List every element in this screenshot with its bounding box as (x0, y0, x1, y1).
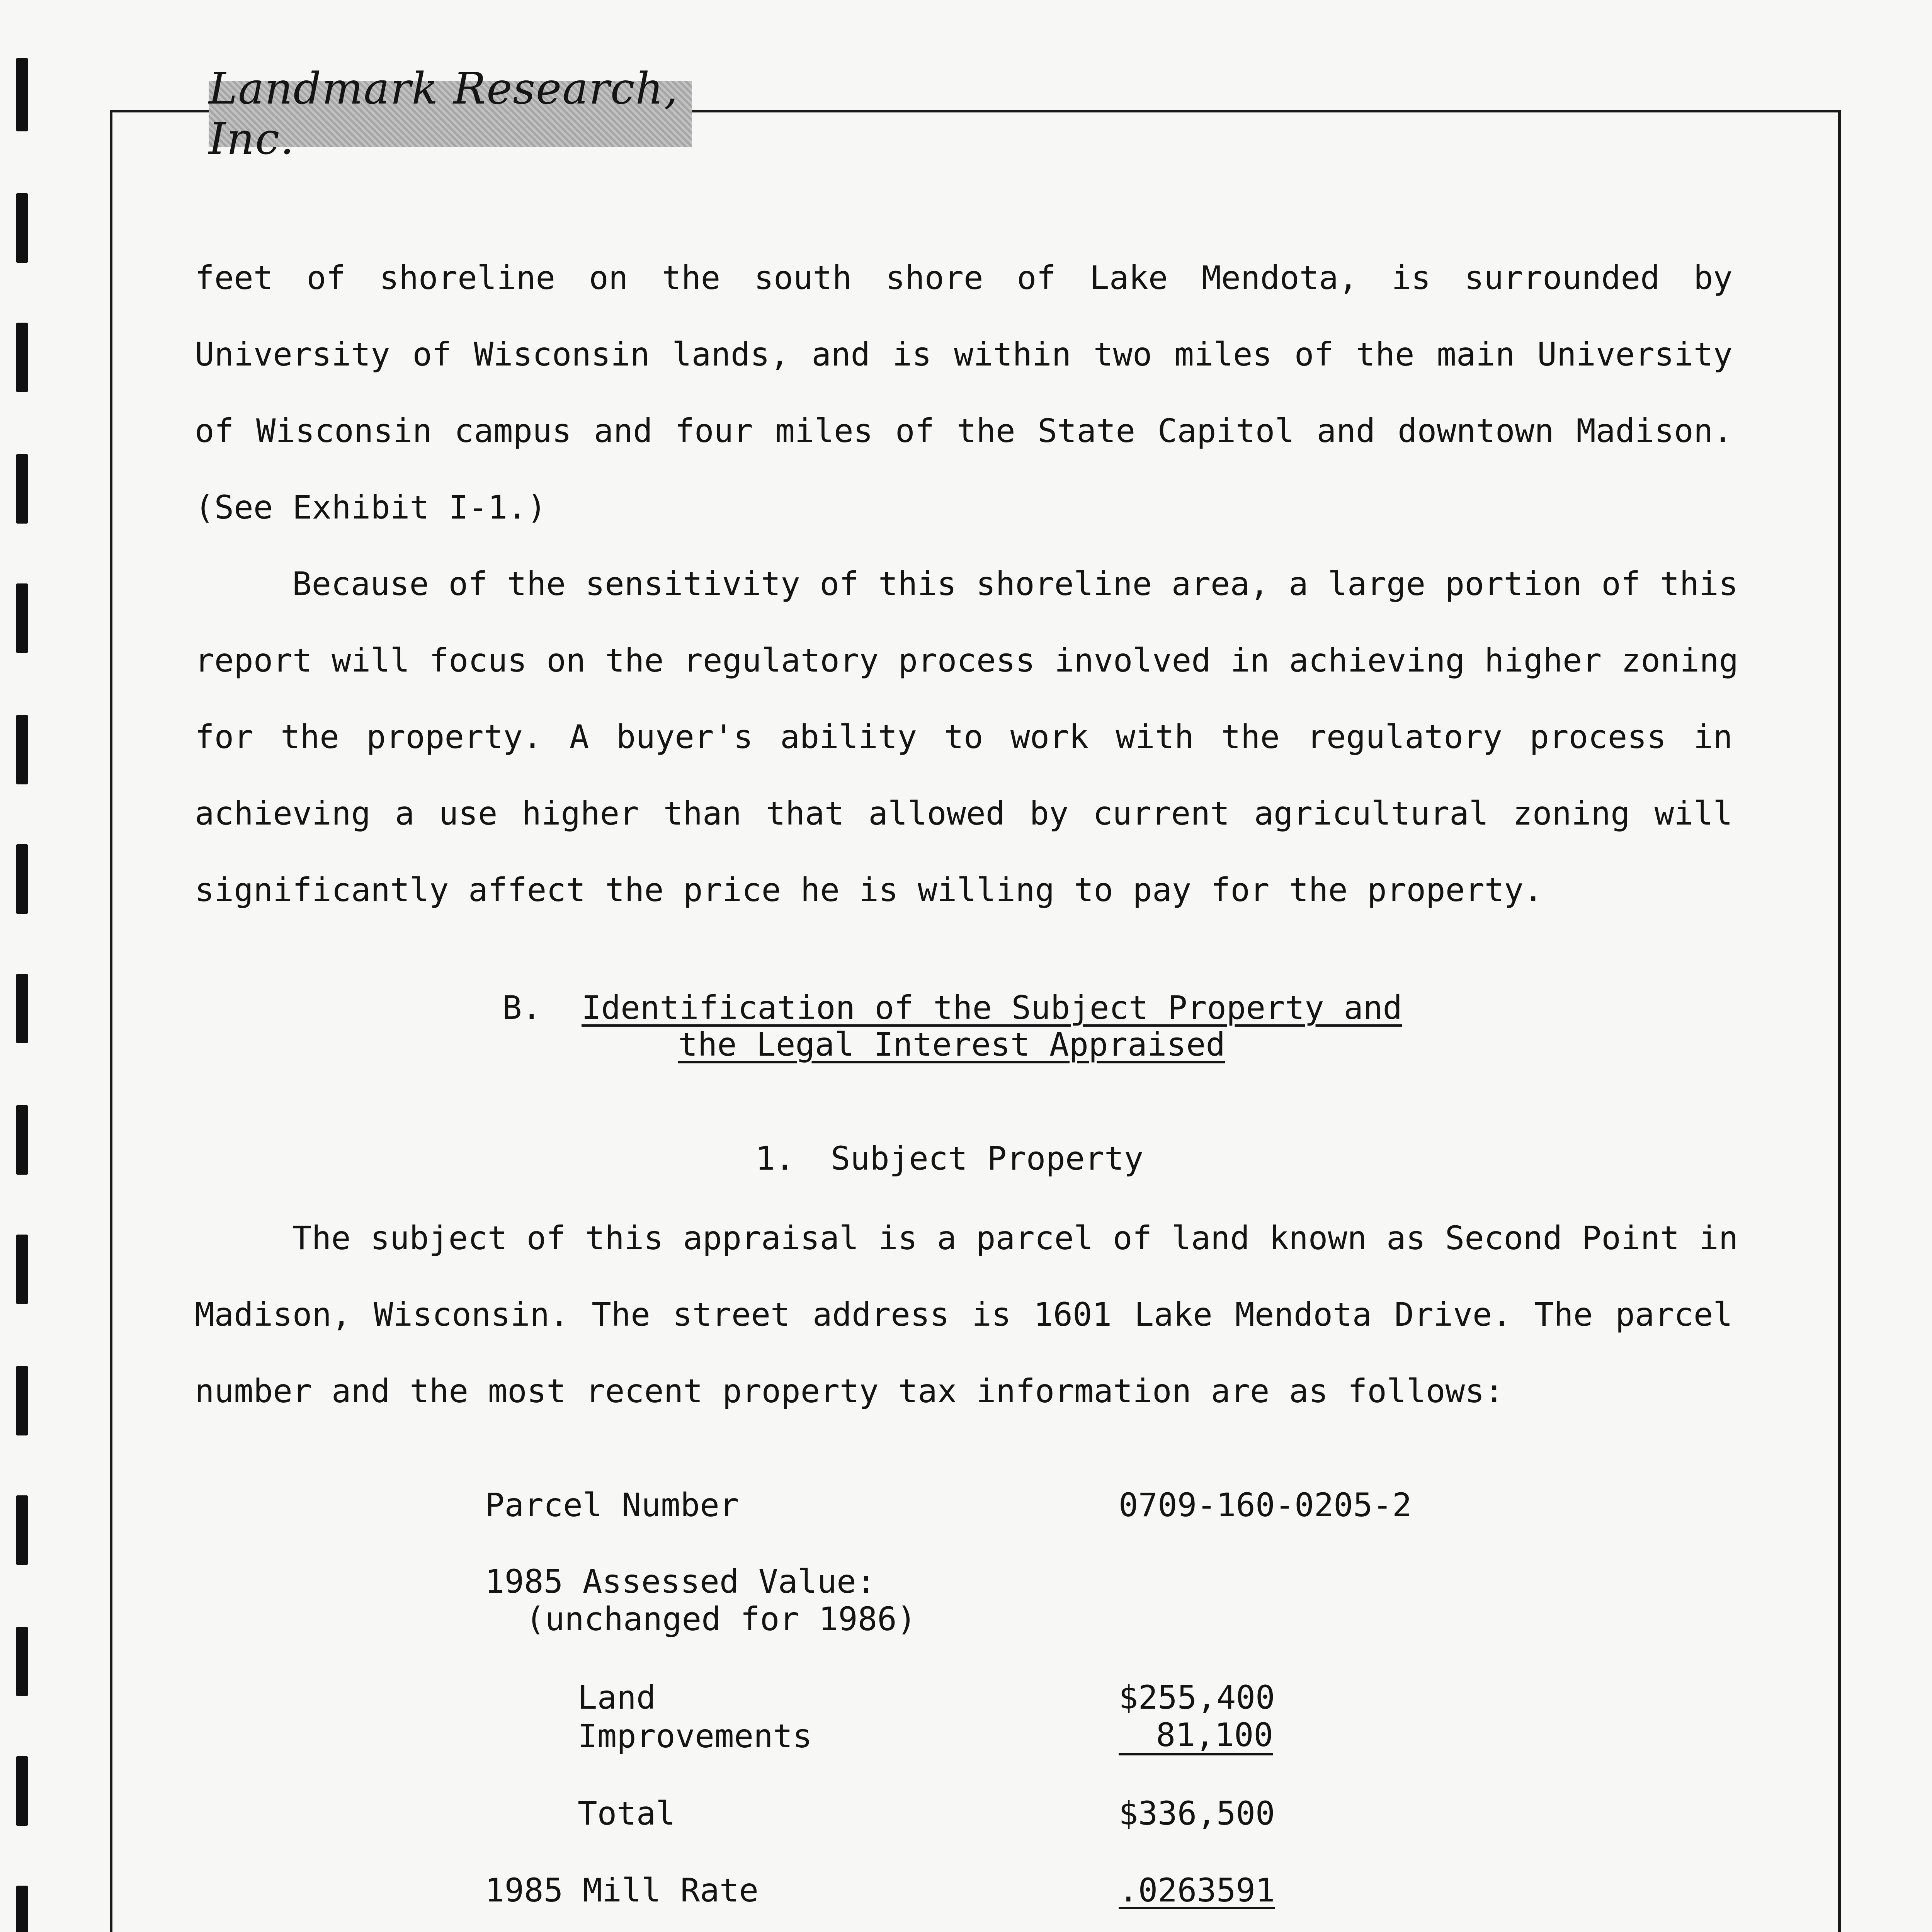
binding-mark (16, 58, 28, 131)
section-title-line1: Identification of the Subject Property and (582, 989, 1403, 1027)
assessed-value-label: 1985 Assessed Value: (485, 1563, 876, 1600)
mill-rate-value: .0263591 (1119, 1871, 1275, 1909)
body-line: of Wisconsin campus and four miles of the State Capitol and downtown Madison. (195, 412, 1733, 450)
improvements-label: Improvements (578, 1717, 812, 1755)
binding-mark (16, 1235, 28, 1304)
body-line: Because of the sensitivity of this shoreline area, a large portion of this (292, 565, 1738, 603)
binding-mark (16, 1627, 28, 1696)
body-line: for the property. A buyer's ability to work with the regulatory process in (195, 718, 1733, 756)
body-line: Madison, Wisconsin. The street address is 1601 Lake Mendota Drive. The parcel (195, 1296, 1733, 1333)
land-label: Land (578, 1679, 656, 1716)
binding-mark (16, 974, 28, 1043)
binding-mark (16, 1886, 28, 1932)
assessed-value-note: (unchanged for 1986) (526, 1600, 917, 1638)
binding-mark (16, 844, 28, 914)
body-line: (See Exhibit I-1.) (195, 488, 547, 526)
binding-mark (16, 1495, 28, 1565)
binding-mark (16, 1366, 28, 1435)
binding-mark (16, 583, 28, 653)
body-line: feet of shoreline on the south shore of Lake Mendota, is surrounded by (195, 259, 1733, 297)
subsection-title: Subject Property (831, 1139, 1144, 1177)
section-letter: B. (502, 989, 542, 1027)
total-label: Total (578, 1794, 675, 1832)
binding-mark (16, 454, 28, 524)
subsection-number: 1. (755, 1139, 795, 1177)
body-line: University of Wisconsin lands, and is within two miles of the main University (195, 335, 1733, 373)
body-line: achieving a use higher than that allowed by current agricultural zoning will (195, 794, 1733, 832)
body-line: significantly affect the price he is willing to pay for the property. (195, 871, 1543, 909)
binding-mark (16, 323, 28, 392)
logo-text: Landmark Research, Inc. (209, 64, 679, 164)
binding-mark (16, 1105, 28, 1175)
binding-mark (16, 715, 28, 784)
body-line: report will focus on the regulatory process involved in achieving higher zoning (195, 641, 1739, 679)
binding-mark (16, 193, 28, 263)
improvements-value: 81,100 (1119, 1717, 1273, 1755)
binding-mark (16, 1756, 28, 1826)
letterhead-logo (209, 64, 692, 164)
parcel-number-value: 0709-160-0205-2 (1119, 1486, 1412, 1524)
body-line: The subject of this appraisal is a parcel of land known as Second Point in (292, 1219, 1738, 1257)
body-line: number and the most recent property tax information are as follows: (195, 1372, 1504, 1410)
total-value: $336,500 (1119, 1794, 1275, 1832)
land-value: $255,400 (1119, 1679, 1275, 1716)
parcel-number-label: Parcel Number (485, 1486, 739, 1524)
section-title-line2: the Legal Interest Appraised (678, 1026, 1226, 1063)
mill-rate-label: 1985 Mill Rate (485, 1871, 759, 1909)
